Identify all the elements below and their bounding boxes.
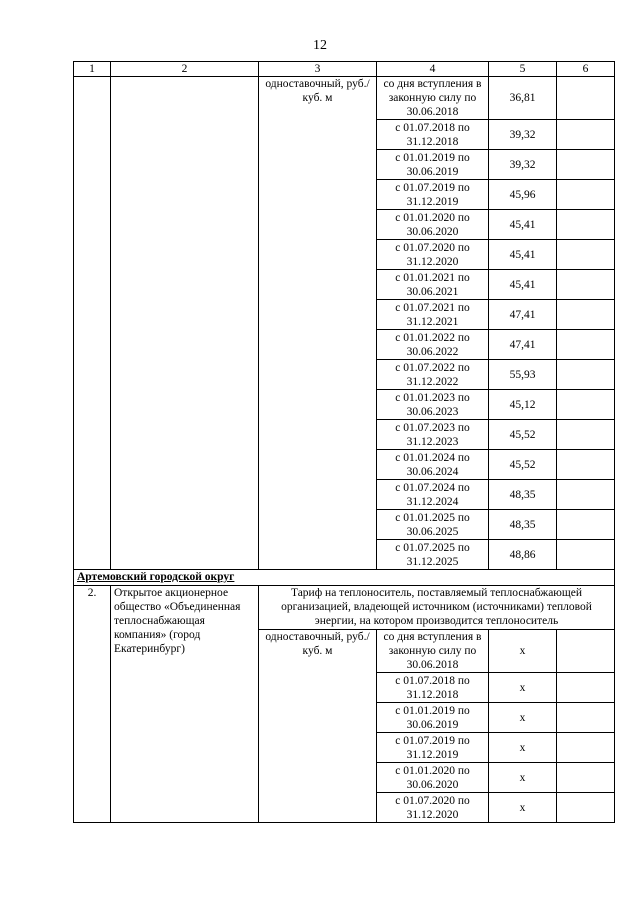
value-cell: 45,52 <box>489 420 557 450</box>
row-number-cell: 2. <box>74 586 111 823</box>
empty-cell <box>557 210 615 240</box>
value-cell: 48,86 <box>489 540 557 570</box>
value-cell: 36,81 <box>489 77 557 120</box>
empty-cell <box>557 270 615 300</box>
column-number: 6 <box>557 62 615 77</box>
region-row <box>74 570 615 586</box>
period-cell: с 01.07.2018 по 31.12.2018 <box>377 673 489 703</box>
value-cell: 47,41 <box>489 330 557 360</box>
period-cell: с 01.07.2022 по 31.12.2022 <box>377 360 489 390</box>
empty-cell <box>557 630 615 673</box>
value-cell: x <box>489 703 557 733</box>
period-cell: с 01.01.2020 по 30.06.2020 <box>377 210 489 240</box>
empty-cell <box>557 763 615 793</box>
period-cell: с 01.01.2020 по 30.06.2020 <box>377 763 489 793</box>
value-cell: 45,41 <box>489 210 557 240</box>
column-number: 4 <box>377 62 489 77</box>
empty-cell <box>557 300 615 330</box>
period-cell: с 01.07.2019 по 31.12.2019 <box>377 180 489 210</box>
period-cell: с 01.01.2025 по 30.06.2025 <box>377 510 489 540</box>
value-cell: 48,35 <box>489 510 557 540</box>
period-cell: с 01.07.2025 по 31.12.2025 <box>377 540 489 570</box>
value-cell: x <box>489 763 557 793</box>
period-cell: с 01.07.2018 по 31.12.2018 <box>377 120 489 150</box>
empty-cell <box>557 360 615 390</box>
value-cell: 45,96 <box>489 180 557 210</box>
period-cell: со дня вступления в законную силу по 30.06.2018 <box>377 630 489 673</box>
period-cell: с 01.07.2021 по 31.12.2021 <box>377 300 489 330</box>
period-cell: с 01.01.2021 по 30.06.2021 <box>377 270 489 300</box>
value-cell: x <box>489 673 557 703</box>
empty-cell <box>557 673 615 703</box>
value-cell: 48,35 <box>489 480 557 510</box>
tariff-row <box>74 77 615 120</box>
column-number: 3 <box>259 62 377 77</box>
empty-cell <box>557 733 615 763</box>
period-cell: с 01.07.2019 по 31.12.2019 <box>377 733 489 763</box>
tariff-description-cell: Тариф на теплоноситель, поставляемый теплоснабжающей организацией, владеющей источником (источниками) тепловой энергии, на котором производится теплоноситель <box>259 586 615 630</box>
column-number: 5 <box>489 62 557 77</box>
value-cell: 45,41 <box>489 270 557 300</box>
region-heading: Артемовский городской округ <box>74 570 615 586</box>
period-cell: с 01.07.2020 по 31.12.2020 <box>377 793 489 823</box>
empty-cell <box>557 793 615 823</box>
period-cell: с 01.01.2022 по 30.06.2022 <box>377 330 489 360</box>
empty-cell <box>557 420 615 450</box>
column-number: 2 <box>111 62 259 77</box>
empty-cell <box>557 450 615 480</box>
period-cell: с 01.07.2024 по 31.12.2024 <box>377 480 489 510</box>
empty-cell <box>557 120 615 150</box>
period-cell: с 01.01.2023 по 30.06.2023 <box>377 390 489 420</box>
value-cell: 39,32 <box>489 120 557 150</box>
row-number-cell <box>74 77 111 570</box>
period-cell: с 01.01.2019 по 30.06.2019 <box>377 703 489 733</box>
empty-cell <box>557 510 615 540</box>
value-cell: x <box>489 733 557 763</box>
empty-cell <box>557 540 615 570</box>
tariff-type-cell: одноставочный, руб./куб. м <box>259 630 377 823</box>
organization-cell <box>111 77 259 570</box>
empty-cell <box>557 77 615 120</box>
value-cell: x <box>489 793 557 823</box>
value-cell: 45,52 <box>489 450 557 480</box>
section-description-row <box>74 586 615 630</box>
empty-cell <box>557 703 615 733</box>
empty-cell <box>557 150 615 180</box>
empty-cell <box>557 480 615 510</box>
value-cell: 55,93 <box>489 360 557 390</box>
period-cell: с 01.07.2023 по 31.12.2023 <box>377 420 489 450</box>
period-cell: со дня вступления в законную силу по 30.06.2018 <box>377 77 489 120</box>
value-cell: x <box>489 630 557 673</box>
value-cell: 39,32 <box>489 150 557 180</box>
empty-cell <box>557 240 615 270</box>
value-cell: 45,41 <box>489 240 557 270</box>
tariff-table <box>73 61 615 823</box>
value-cell: 47,41 <box>489 300 557 330</box>
tariff-type-cell: одноставочный, руб./куб. м <box>259 77 377 570</box>
empty-cell <box>557 330 615 360</box>
column-number: 1 <box>74 62 111 77</box>
period-cell: с 01.01.2024 по 30.06.2024 <box>377 450 489 480</box>
column-number-row <box>74 62 615 77</box>
period-cell: с 01.01.2019 по 30.06.2019 <box>377 150 489 180</box>
empty-cell <box>557 180 615 210</box>
page-number: 12 <box>313 38 327 53</box>
value-cell: 45,12 <box>489 390 557 420</box>
empty-cell <box>557 390 615 420</box>
period-cell: с 01.07.2020 по 31.12.2020 <box>377 240 489 270</box>
organization-cell: Открытое акционерное общество «Объединенная теплоснабжающая компания» (город Екатеринбург) <box>111 586 259 823</box>
